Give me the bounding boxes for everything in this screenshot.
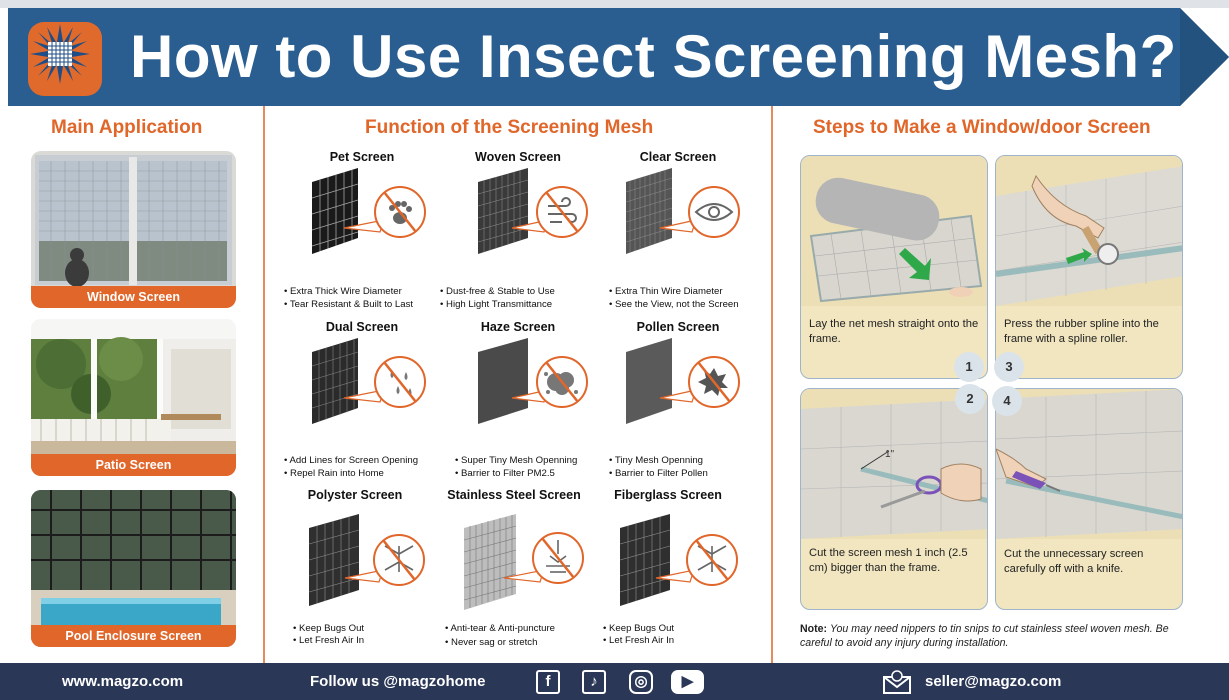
function-bullet: • Let Fresh Air In bbox=[293, 635, 365, 646]
title-banner bbox=[8, 8, 1229, 106]
email-link[interactable]: seller@magzo.com bbox=[925, 673, 1062, 690]
haze-mesh-illustration bbox=[450, 338, 590, 426]
function-bullet: • Barrier to Filter PM2.5 bbox=[455, 468, 555, 479]
function-bullet: • High Light Transmittance bbox=[440, 299, 553, 310]
function-item-pollen-screen bbox=[600, 320, 756, 485]
function-item-pet-screen bbox=[284, 150, 440, 315]
step-card-4 bbox=[995, 388, 1183, 610]
polyster-mesh-illustration bbox=[287, 506, 427, 606]
dual-mesh-illustration bbox=[294, 338, 434, 426]
step-card-2 bbox=[800, 388, 988, 610]
installation-note bbox=[800, 622, 1200, 650]
function-name: Polyster Screen bbox=[307, 488, 403, 502]
email-icon bbox=[882, 669, 912, 695]
step-text: Cut the screen mesh 1 inch (2.5 cm) bigger than the frame. bbox=[809, 547, 968, 574]
photo-caption: Pool Enclosure Screen bbox=[31, 625, 236, 647]
step-text: Lay the net mesh straight onto the frame. bbox=[809, 318, 979, 345]
function-name: Pollen Screen bbox=[636, 320, 720, 334]
function-bullet: • Keep Bugs Out bbox=[293, 623, 365, 634]
clear-mesh-illustration bbox=[610, 168, 750, 256]
function-bullet: • Dust-free & Stable to Use bbox=[440, 286, 555, 297]
tiktok-icon[interactable]: ♪ bbox=[582, 670, 606, 694]
function-bullet: • Never sag or stretch bbox=[445, 637, 538, 648]
step-illustration bbox=[996, 156, 1183, 306]
function-name: Pet Screen bbox=[329, 150, 395, 164]
function-item-woven-screen bbox=[440, 150, 596, 315]
function-heading: Function of the Screening Mesh bbox=[365, 117, 654, 138]
fiberglass-mesh-illustration bbox=[600, 506, 740, 606]
column-divider bbox=[263, 106, 265, 663]
function-bullet: • Tiny Mesh Openning bbox=[609, 455, 704, 466]
pool-enclosure-photo bbox=[31, 490, 236, 647]
function-bullet: • Repel Rain into Home bbox=[284, 468, 384, 479]
window-screen-photo bbox=[31, 151, 236, 308]
function-bullet: • Keep Bugs Out bbox=[603, 623, 675, 634]
facebook-icon[interactable]: f bbox=[536, 670, 560, 694]
function-name: Clear Screen bbox=[639, 150, 717, 164]
pollen-mesh-illustration bbox=[610, 338, 750, 426]
step-text: Press the rubber spline into the frame with a spline roller. bbox=[1004, 318, 1159, 345]
woven-mesh-illustration bbox=[450, 168, 590, 256]
function-bullet: • Tear Resistant & Built to Last bbox=[284, 299, 414, 310]
function-bullet: • Anti-tear & Anti-puncture bbox=[445, 623, 556, 634]
website-link[interactable]: www.magzo.com bbox=[62, 673, 184, 690]
function-name: Fiberglass Screen bbox=[614, 488, 722, 502]
footer-bar bbox=[0, 663, 1229, 700]
function-bullet: • Extra Thin Wire Diameter bbox=[609, 286, 723, 297]
function-bullet: • Barrier to Filter Pollen bbox=[609, 468, 708, 479]
function-item-stainless-steel-screen bbox=[436, 488, 592, 653]
step-illustration bbox=[801, 156, 988, 306]
step-number: 3 bbox=[994, 352, 1024, 382]
function-item-dual-screen bbox=[284, 320, 440, 485]
patio-screen-photo bbox=[31, 319, 236, 476]
step-illustration bbox=[996, 389, 1183, 539]
function-name: Woven Screen bbox=[475, 150, 561, 164]
function-name: Haze Screen bbox=[480, 320, 556, 334]
step-illustration bbox=[801, 389, 988, 539]
steps-heading: Steps to Make a Window/door Screen bbox=[813, 117, 1151, 138]
step-card-1 bbox=[800, 155, 988, 379]
function-bullet: • Super Tiny Mesh Openning bbox=[455, 455, 578, 466]
pet-mesh-illustration bbox=[294, 168, 434, 256]
note-text: You may need nippers to tin snips to cut stainless steel woven mesh. Be careful to avoid any injury during installation. bbox=[800, 623, 1169, 649]
function-item-polyster-screen bbox=[277, 488, 433, 653]
note-label: Note: bbox=[800, 623, 828, 635]
instagram-icon[interactable]: ◎ bbox=[629, 670, 653, 694]
step-card-3 bbox=[995, 155, 1183, 379]
step-text: Cut the unnecessary screen carefully off with a knife. bbox=[1004, 548, 1144, 575]
step-number: 2 bbox=[955, 384, 985, 414]
function-item-haze-screen bbox=[440, 320, 596, 485]
function-bullet: • See the View, not the Screen bbox=[609, 299, 739, 310]
photo-caption: Patio Screen bbox=[31, 454, 236, 476]
youtube-icon[interactable]: ▶ bbox=[671, 670, 704, 694]
photo-caption: Window Screen bbox=[31, 286, 236, 308]
step-number: 4 bbox=[992, 386, 1022, 416]
function-bullet: • Let Fresh Air In bbox=[603, 635, 675, 646]
function-name: Stainless Steel Screen bbox=[447, 488, 581, 502]
main-application-heading: Main Application bbox=[51, 117, 203, 138]
page-title: How to Use Insect Screening Mesh? bbox=[130, 23, 1177, 90]
function-item-clear-screen bbox=[600, 150, 756, 315]
step-number: 1 bbox=[954, 352, 984, 382]
function-name: Dual Screen bbox=[325, 320, 399, 334]
follow-text: Follow us @magzohome bbox=[310, 673, 486, 690]
top-strip bbox=[0, 0, 1229, 8]
stainless-mesh-illustration bbox=[446, 506, 586, 610]
function-bullet: • Add Lines for Screen Opening bbox=[284, 455, 419, 466]
function-bullet: • Extra Thick Wire Diameter bbox=[284, 286, 402, 297]
column-divider bbox=[771, 106, 773, 663]
magzo-logo bbox=[28, 22, 102, 96]
function-item-fiberglass-screen bbox=[590, 488, 746, 653]
measure-label: 1" bbox=[885, 449, 895, 460]
